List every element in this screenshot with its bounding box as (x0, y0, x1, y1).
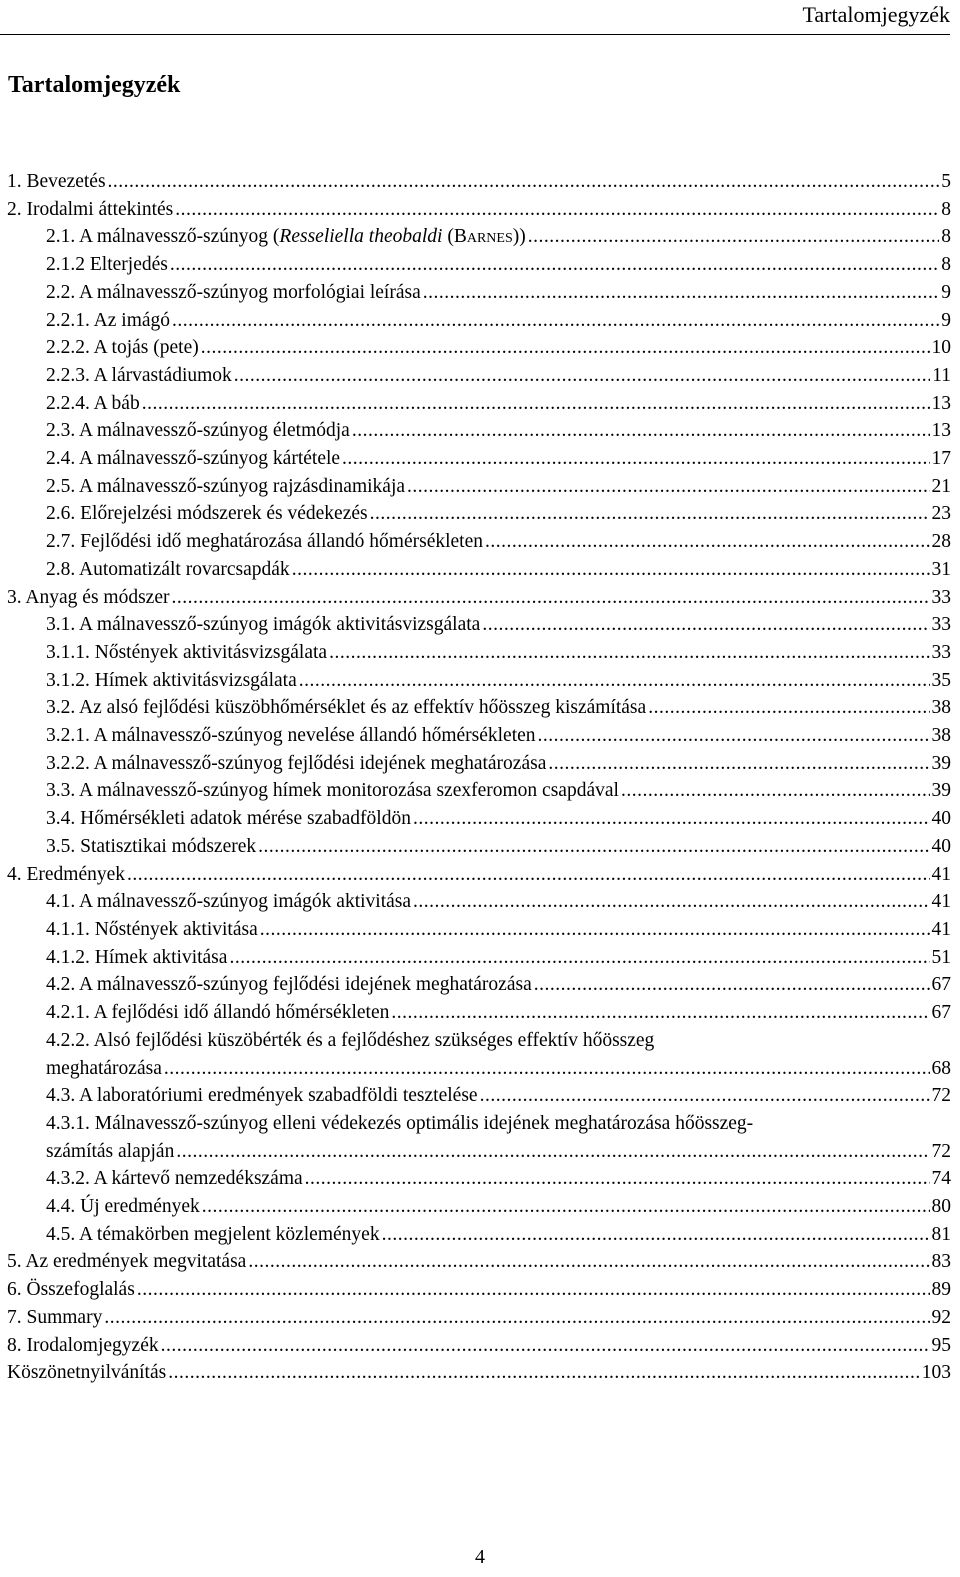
toc-leader-dots (234, 362, 930, 390)
toc-leader-dots (391, 999, 929, 1027)
toc-entry[interactable] (7, 307, 951, 335)
toc-entry-title: 3.4. Hőmérsékleti adatok mérése szabadföldön (46, 808, 411, 830)
toc-title-prefix: 2.1. A málnavessző-szúnyog ( (46, 226, 280, 248)
toc-leader-dots (548, 750, 929, 778)
toc-leader-dots (482, 611, 929, 639)
toc-page-number: 68 (931, 1057, 951, 1079)
toc-entry-title: 4.3.2. A kártevő nemzedékszáma (46, 1168, 303, 1190)
toc-page-number: 40 (931, 835, 951, 857)
toc-entry[interactable] (7, 639, 951, 667)
toc-entry-title: 2.2.3. A lárvastádiumok (46, 364, 232, 386)
toc-page-number: 83 (931, 1251, 951, 1273)
author-name: arnes (466, 226, 513, 248)
toc-leader-dots (161, 1332, 930, 1360)
toc-leader-dots (201, 334, 930, 362)
toc-entry[interactable] (7, 500, 951, 528)
toc-entry-title: 2.2.2. A tojás (pete) (46, 337, 199, 359)
toc-entry[interactable] (7, 971, 951, 999)
toc-page-number: 11 (932, 364, 951, 386)
toc-page-number: 33 (931, 586, 951, 608)
toc-page-number: 10 (931, 337, 951, 359)
toc-entry-title: 3.3. A málnavessző-szúnyog hímek monitorozása szexferomon csapdával (46, 780, 619, 802)
toc-entry[interactable] (7, 667, 951, 695)
toc-leader-dots (352, 417, 930, 445)
toc-entry-title: 4.4. Új eredmények (46, 1196, 200, 1218)
toc-page-number: 39 (931, 752, 951, 774)
toc-leader-dots (142, 390, 930, 418)
toc-page-number: 9 (941, 281, 951, 303)
toc-entry[interactable] (7, 473, 951, 501)
toc-entry-title: 3.2.1. A málnavessző-szúnyog nevelése állandó hőmérsékleten (46, 725, 536, 747)
toc-leader-dots (370, 500, 930, 528)
toc-page-number: 23 (931, 503, 951, 525)
running-header-title: Tartalomjegyzék (802, 2, 950, 27)
toc-leader-dots (164, 1055, 930, 1083)
toc-entry-title: meghatározása (46, 1057, 162, 1079)
author-initial: B (453, 226, 467, 248)
toc-entry-title: 4. Eredmények (7, 863, 126, 885)
toc-leader-dots (413, 805, 930, 833)
toc-leader-dots (137, 1276, 930, 1304)
toc-page-number: 38 (931, 697, 951, 719)
page-number: 4 (475, 1546, 485, 1568)
toc-entry-title: 8. Irodalomjegyzék (7, 1334, 159, 1356)
species-name: Resseliella theobaldi (279, 226, 443, 248)
toc-page-number: 38 (931, 725, 951, 747)
toc-entry[interactable] (7, 833, 951, 861)
toc-leader-dots (480, 1082, 930, 1110)
toc-entry-title: 3.1. A málnavessző-szúnyog imágók aktivitásvizsgálata (46, 614, 481, 636)
toc-entry-title: 7. Summary (7, 1306, 103, 1328)
toc-entry[interactable] (7, 1055, 951, 1083)
toc-leader-dots (172, 307, 939, 335)
toc-page-number: 33 (931, 641, 951, 663)
toc-leader-dots (485, 528, 930, 556)
toc-entry[interactable] (7, 584, 951, 612)
toc-leader-dots (168, 1359, 920, 1387)
toc-leader-dots (104, 1304, 929, 1332)
toc-entry[interactable] (7, 888, 951, 916)
toc-page-number: 80 (931, 1196, 951, 1218)
toc-leader-dots (171, 584, 929, 612)
toc-entry[interactable] (7, 196, 951, 224)
toc-entry-title: 2.8. Automatizált rovarcsapdák (46, 558, 290, 580)
toc-entry[interactable] (7, 445, 951, 473)
toc-entry[interactable] (7, 168, 951, 196)
toc-entry[interactable] (7, 417, 951, 445)
toc-page-number: 35 (931, 669, 951, 691)
toc-page-number: 13 (931, 420, 951, 442)
toc-entry-title: 5. Az eredmények megvitatása (7, 1251, 247, 1273)
toc-page-number: 41 (931, 918, 951, 940)
toc-page-number: 89 (931, 1279, 951, 1301)
toc-entry[interactable] (7, 944, 951, 972)
toc-leader-dots (229, 944, 929, 972)
toc-page-number: 95 (931, 1334, 951, 1356)
toc-page-number: 103 (921, 1362, 951, 1384)
toc-leader-dots (170, 251, 939, 279)
toc-page-number: 81 (931, 1223, 951, 1245)
table-of-contents (7, 168, 951, 1387)
toc-page-number: 8 (941, 198, 951, 220)
toc-page-number: 21 (931, 475, 951, 497)
toc-entry[interactable] (7, 1359, 951, 1387)
toc-entry-title: 6. Összefoglalás (7, 1279, 135, 1301)
toc-entry[interactable] (7, 362, 951, 390)
toc-leader-dots (299, 667, 930, 695)
toc-entry[interactable] (7, 1221, 951, 1249)
toc-entry[interactable] (7, 1082, 951, 1110)
toc-page-number: 33 (931, 614, 951, 636)
toc-entry[interactable] (7, 556, 951, 584)
toc-leader-dots (175, 196, 939, 224)
toc-page-number: 8 (941, 226, 951, 248)
toc-entry-title: 3.5. Statisztikai módszerek (46, 835, 257, 857)
toc-entry[interactable] (7, 1248, 951, 1276)
toc-entry-title: számítás alapján (46, 1140, 175, 1162)
toc-entry[interactable] (7, 861, 951, 889)
toc-leader-dots (258, 833, 929, 861)
toc-entry-title: 3.1.2. Hímek aktivitásvizsgálata (46, 669, 297, 691)
toc-page-number: 39 (931, 780, 951, 802)
toc-entry[interactable] (7, 999, 951, 1027)
toc-leader-dots (534, 971, 930, 999)
toc-leader-dots (305, 1165, 930, 1193)
toc-leader-dots (528, 223, 940, 251)
toc-entry[interactable] (7, 528, 951, 556)
toc-page-number: 51 (931, 946, 951, 968)
toc-entry[interactable] (7, 694, 951, 722)
toc-page-number: 8 (941, 254, 951, 276)
toc-entry[interactable] (7, 1138, 951, 1166)
toc-title-mid: ( (442, 226, 454, 248)
toc-leader-dots (342, 445, 929, 473)
toc-entry-title: Köszönetnyilvánítás (7, 1362, 167, 1384)
toc-entry-title: 3.2.2. A málnavessző-szúnyog fejlődési idejének meghatározása (46, 752, 547, 774)
toc-entry[interactable] (7, 611, 951, 639)
toc-leader-dots (202, 1193, 930, 1221)
toc-page-number: 72 (931, 1140, 951, 1162)
toc-leader-dots (127, 861, 929, 889)
toc-page-number: 67 (931, 974, 951, 996)
toc-entry-title: 2.2.4. A báb (46, 392, 140, 414)
toc-entry-title: 2.6. Előrejelzési módszerek és védekezés (46, 503, 368, 525)
toc-entry-title: 4.1. A málnavessző-szúnyog imágók aktivitása (46, 891, 412, 913)
toc-page-number: 9 (941, 309, 951, 331)
toc-entry[interactable] (7, 334, 951, 362)
toc-entry[interactable] (7, 223, 951, 251)
toc-entry-title (46, 223, 526, 251)
toc-entry-title: 2.4. A málnavessző-szúnyog kártétele (46, 448, 341, 470)
toc-leader-dots (292, 556, 930, 584)
toc-entry[interactable] (7, 251, 951, 279)
toc-leader-dots (407, 473, 929, 501)
toc-leader-dots (382, 1221, 930, 1249)
toc-title-suffix: )) (512, 226, 526, 248)
toc-entry-title: 2.5. A málnavessző-szúnyog rajzásdinamikája (46, 475, 406, 497)
toc-entry[interactable] (7, 1332, 951, 1360)
toc-entry-title: 4.1.2. Hímek aktivitása (46, 946, 228, 968)
toc-entry-first-line[interactable]: 4.3.1. Málnavessző-szúnyog elleni védekezés optimális idejének meghatározása hőösszeg- (46, 1112, 754, 1134)
toc-entry-title: 2.2. A málnavessző-szúnyog morfológiai leírása (46, 281, 421, 303)
toc-leader-dots (423, 279, 940, 307)
toc-page-number: 67 (931, 1002, 951, 1024)
toc-entry-title: 2. Irodalmi áttekintés (7, 198, 174, 220)
toc-leader-dots (621, 777, 930, 805)
toc-page-number: 17 (931, 448, 951, 470)
toc-entry-title: 3.1.1. Nőstények aktivitásvizsgálata (46, 641, 328, 663)
toc-entry-title: 2.1.2 Elterjedés (46, 254, 168, 276)
toc-leader-dots (329, 639, 929, 667)
toc-entry[interactable] (7, 916, 951, 944)
toc-entry[interactable] (7, 722, 951, 750)
toc-entry[interactable] (7, 777, 951, 805)
toc-page-number: 40 (931, 808, 951, 830)
toc-entry-first-line[interactable]: 4.2.2. Alsó fejlődési küszöbérték és a fejlődéshez szükséges effektív hőösszeg (46, 1029, 655, 1051)
toc-entry-title: 2.3. A málnavessző-szúnyog életmódja (46, 420, 350, 442)
toc-page-number: 31 (931, 558, 951, 580)
toc-leader-dots (260, 916, 930, 944)
toc-leader-dots (176, 1138, 929, 1166)
toc-entry-title: 1. Bevezetés (7, 171, 106, 192)
toc-entry-title: 2.2.1. Az imágó (46, 309, 171, 331)
toc-entry-title: 2.7. Fejlődési idő meghatározása állandó hőmérsékleten (46, 531, 483, 553)
toc-entry[interactable] (7, 390, 951, 418)
toc-entry-title: 3. Anyag és módszer (7, 586, 170, 608)
toc-leader-dots (248, 1248, 929, 1276)
toc-leader-dots (108, 168, 940, 196)
toc-entry[interactable] (7, 805, 951, 833)
running-header (0, 0, 950, 35)
toc-entry[interactable] (7, 750, 951, 778)
toc-page-number: 74 (931, 1168, 951, 1190)
toc-leader-dots (648, 694, 929, 722)
toc-entry[interactable] (7, 1165, 951, 1193)
page-title: Tartalomjegyzék (8, 72, 181, 98)
toc-entry[interactable] (7, 1193, 951, 1221)
toc-page-number: 41 (931, 891, 951, 913)
toc-page-number: 41 (931, 863, 951, 885)
toc-leader-dots (413, 888, 929, 916)
toc-page-number: 13 (931, 392, 951, 414)
toc-entry[interactable] (7, 279, 951, 307)
toc-entry[interactable] (7, 1276, 951, 1304)
toc-entry[interactable] (7, 1304, 951, 1332)
toc-entry-title: 3.2. Az alsó fejlődési küszöbhőmérséklet és az effektív hőösszeg kiszámítása (46, 697, 647, 719)
toc-page-number: 72 (931, 1085, 951, 1107)
toc-page-number: 5 (941, 171, 951, 192)
toc-entry-title: 4.5. A témakörben megjelent közlemények (46, 1223, 380, 1245)
toc-page-number: 28 (931, 531, 951, 553)
toc-leader-dots (538, 722, 930, 750)
toc-entry-title: 4.3. A laboratóriumi eredmények szabadföldi tesztelése (46, 1085, 478, 1107)
toc-entry-title: 4.1.1. Nőstények aktivitása (46, 918, 258, 940)
toc-page-number: 92 (931, 1306, 951, 1328)
toc-entry-title: 4.2. A málnavessző-szúnyog fejlődési idejének meghatározása (46, 974, 532, 996)
toc-entry-title: 4.2.1. A fejlődési idő állandó hőmérsékleten (46, 1002, 390, 1024)
